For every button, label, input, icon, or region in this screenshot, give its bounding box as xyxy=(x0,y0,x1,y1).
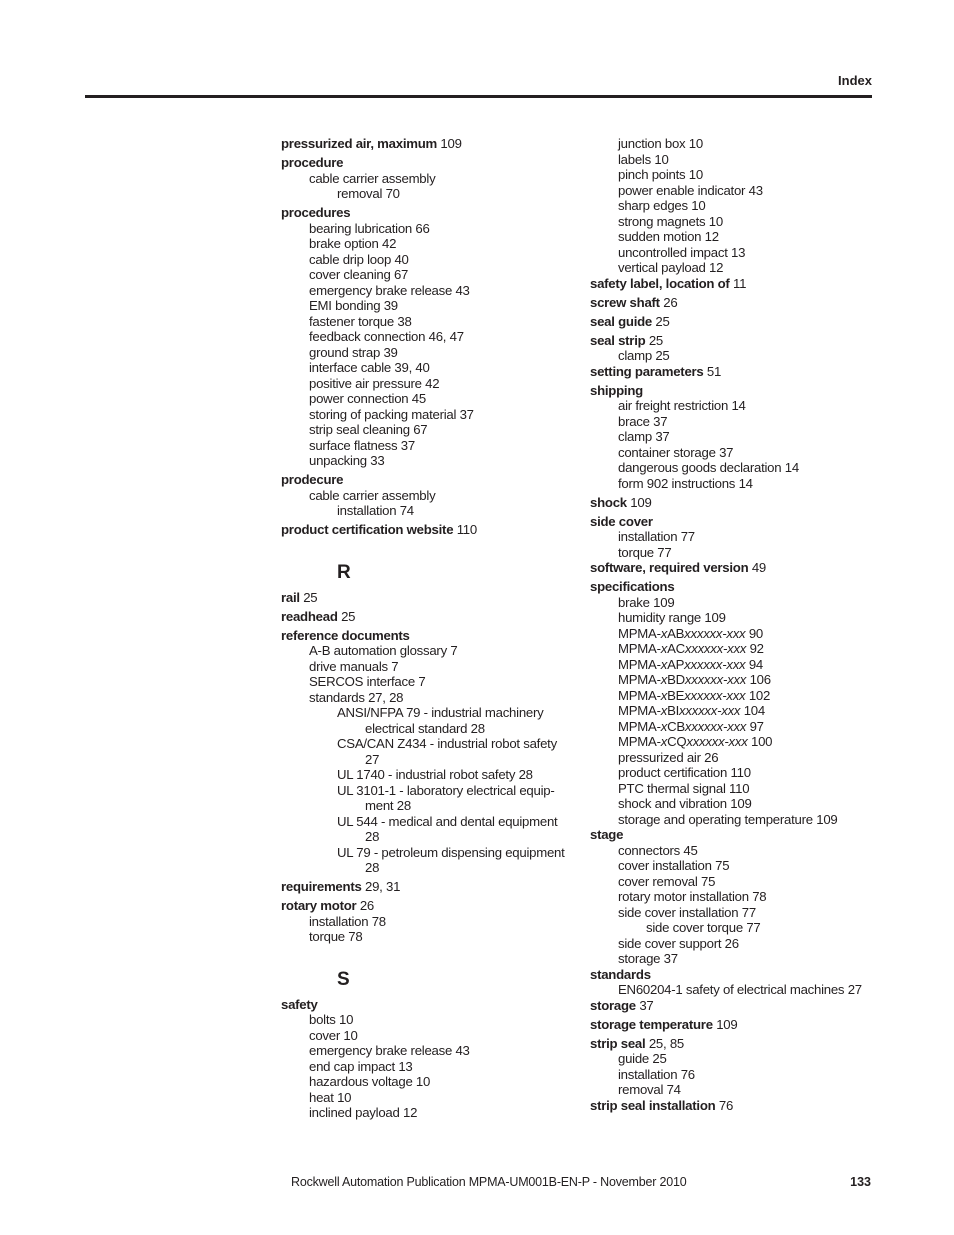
spec-prefix: MPMA- xyxy=(618,641,661,656)
spec-placeholder-tail: xxxxxx-xxx xyxy=(684,625,746,641)
index-term: prodecure xyxy=(281,472,344,487)
index-entry xyxy=(281,522,571,538)
index-term: standards xyxy=(590,966,651,982)
index-entry xyxy=(281,609,571,625)
index-term: screw shaft xyxy=(590,294,660,310)
spec-code: AC xyxy=(667,641,685,656)
index-entry xyxy=(281,136,571,152)
index-entry xyxy=(281,590,571,606)
index-entry xyxy=(590,495,880,511)
index-entry xyxy=(281,628,571,644)
index-term: stage xyxy=(590,827,624,842)
index-pages: 76 xyxy=(718,1097,734,1113)
index-subentry: pinch points 10 xyxy=(618,167,703,182)
index-subentry-continued: removal 70 xyxy=(337,186,400,201)
index-subentry: PTC thermal signal 110 xyxy=(618,780,750,796)
index-pages: 97 xyxy=(749,718,764,734)
index-subentry: form 902 instructions 14 xyxy=(618,475,753,491)
index-term: storage xyxy=(590,997,636,1013)
index-subentry: uncontrolled impact 13 xyxy=(618,244,746,260)
spec-prefix: MPMA- xyxy=(618,734,661,749)
index-subentry: unpacking 33 xyxy=(309,453,385,468)
index-subentry: pressurized air 26 xyxy=(618,749,719,765)
index-subentry: clamp 25 xyxy=(618,348,670,363)
index-subentry: brake 109 xyxy=(618,594,675,610)
index-subentry: fastener torque 38 xyxy=(309,313,412,329)
spec-placeholder: x xyxy=(660,672,668,687)
page-number: 133 xyxy=(850,1175,871,1189)
index-subentry: shock and vibration 109 xyxy=(618,796,752,811)
index-subentry: strip seal cleaning 67 xyxy=(309,422,428,437)
index-pages: 25 xyxy=(655,313,670,329)
index-subentry: clamp 37 xyxy=(618,429,670,444)
index-pages: 100 xyxy=(751,734,773,749)
index-pages: 90 xyxy=(748,625,763,641)
index-entry xyxy=(281,997,571,1013)
spec-placeholder-tail: xxxxxx-xxx xyxy=(686,734,748,749)
index-subentry: cable drip loop 40 xyxy=(309,251,409,267)
index-subentry xyxy=(590,657,880,673)
index-subentry-continued: 28 xyxy=(365,860,380,875)
spec-placeholder-tail: xxxxxx-xxx xyxy=(684,718,747,734)
index-subentry: inclined payload 12 xyxy=(309,1105,418,1120)
index-entry xyxy=(281,879,571,895)
index-entry xyxy=(590,383,880,399)
index-column-left xyxy=(281,136,571,1121)
index-pages: 94 xyxy=(748,656,763,672)
index-subentry: drive manuals 7 xyxy=(309,658,399,674)
index-entry xyxy=(590,314,880,330)
index-pages: 25 xyxy=(648,332,664,348)
index-subentry xyxy=(590,703,880,719)
spec-code: BE xyxy=(667,687,685,703)
index-subentry: power connection 45 xyxy=(309,391,426,406)
index-subentry: vertical payload 12 xyxy=(618,260,724,275)
index-subentry: torque 77 xyxy=(618,544,672,560)
spec-placeholder: x xyxy=(660,687,668,703)
index-entry xyxy=(590,967,880,983)
index-term: safety xyxy=(281,996,318,1012)
index-pages: 25 xyxy=(341,608,356,624)
spec-code: AB xyxy=(667,625,685,641)
index-term: strip seal xyxy=(590,1035,646,1051)
index-term: strip seal installation xyxy=(590,1097,716,1113)
spec-code: CQ xyxy=(667,734,687,749)
index-term: requirements xyxy=(281,879,362,894)
index-entry xyxy=(590,333,880,349)
spec-placeholder: x xyxy=(660,734,668,749)
index-subentry: cover removal 75 xyxy=(618,873,716,889)
index-subentry: side cover installation 77 xyxy=(618,904,756,920)
index-subentry-continued: installation 74 xyxy=(337,503,414,518)
index-term: procedures xyxy=(281,205,351,220)
index-entry xyxy=(590,1098,880,1114)
index-term: product certification website xyxy=(281,522,454,537)
index-subentry: power enable indicator 43 xyxy=(618,182,763,198)
spec-prefix: MPMA- xyxy=(618,687,661,703)
index-pages: 51 xyxy=(706,363,722,379)
index-pages: 104 xyxy=(743,703,765,718)
index-entry xyxy=(590,364,880,380)
spec-placeholder-tail: xxxxxx-xxx xyxy=(684,687,746,703)
index-subentry xyxy=(590,688,880,704)
index-pages: 109 xyxy=(716,1016,738,1032)
spec-placeholder: x xyxy=(660,718,668,734)
index-entry xyxy=(590,276,880,292)
index-subentry: SERCOS interface 7 xyxy=(309,674,426,689)
index-entry xyxy=(590,579,880,595)
index-subentry: UL 1740 - industrial robot safety 28 xyxy=(337,767,533,782)
index-subentry: hazardous voltage 10 xyxy=(309,1074,431,1089)
index-term: pressurized air, maximum xyxy=(281,136,437,151)
index-subentry: sharp edges 10 xyxy=(618,198,706,213)
index-term: shipping xyxy=(590,382,643,398)
index-subentry: junction box 10 xyxy=(618,136,703,151)
spec-placeholder: x xyxy=(660,641,668,656)
index-subentry: connectors 45 xyxy=(618,842,698,858)
spec-placeholder-tail: xxxxxx-xxx xyxy=(684,672,747,687)
index-entry xyxy=(281,472,571,488)
index-subentry: installation 77 xyxy=(618,529,695,544)
footer-publication: Rockwell Automation Publication MPMA-UM001B-EN-P - November 2010 xyxy=(291,1175,687,1189)
index-pages: 25, 85 xyxy=(648,1035,685,1051)
index-entry xyxy=(590,998,880,1014)
index-term: side cover xyxy=(590,513,653,529)
index-subentry: brace 37 xyxy=(618,413,668,429)
index-pages: 11 xyxy=(733,275,747,291)
index-entry xyxy=(590,827,880,843)
spec-code: BI xyxy=(667,703,680,718)
index-subentry: brake option 42 xyxy=(309,236,397,251)
index-subentry: heat 10 xyxy=(309,1089,352,1105)
spec-prefix: MPMA- xyxy=(618,718,661,734)
index-subentry xyxy=(590,672,880,688)
index-pages: 109 xyxy=(630,494,652,510)
spec-prefix: MPMA- xyxy=(618,672,661,687)
index-subentry: emergency brake release 43 xyxy=(309,1043,470,1058)
index-entry xyxy=(590,295,880,311)
index-subentry: UL 79 - petroleum dispensing equipment xyxy=(337,844,565,860)
index-term: rotary motor xyxy=(281,898,357,913)
index-subentry: bolts 10 xyxy=(309,1012,354,1027)
index-subentry: labels 10 xyxy=(618,151,669,167)
index-pages: 102 xyxy=(748,687,771,703)
index-subentry: EMI bonding 39 xyxy=(309,298,398,313)
spec-code: AP xyxy=(667,656,685,672)
header-rule xyxy=(85,95,872,98)
spec-prefix: MPMA- xyxy=(618,703,661,718)
index-letter-heading: S xyxy=(337,968,350,990)
spec-prefix: MPMA- xyxy=(618,625,661,641)
index-term: seal strip xyxy=(590,332,646,348)
index-term: storage temperature xyxy=(590,1016,713,1032)
index-entry xyxy=(590,1017,880,1033)
index-subentry-continued: 28 xyxy=(365,829,380,844)
spec-code: CB xyxy=(667,718,685,734)
index-subentry: ANSI/NFPA 79 - industrial machinery xyxy=(337,705,544,720)
spec-placeholder: x xyxy=(660,703,668,718)
index-subentry: UL 544 - medical and dental equipment xyxy=(337,813,558,829)
index-subentry: product certification 110 xyxy=(618,765,751,780)
index-term: safety label, location of xyxy=(590,275,730,291)
index-subentry: A-B automation glossary 7 xyxy=(309,643,458,658)
index-subentry: standards 27, 28 xyxy=(309,689,404,705)
index-pages: 109 xyxy=(440,136,462,151)
index-term: setting parameters xyxy=(590,363,704,379)
index-term: readhead xyxy=(281,608,338,624)
spec-placeholder-tail: xxxxxx-xxx xyxy=(679,703,741,718)
index-subentry: bearing lubrication 66 xyxy=(309,220,430,236)
index-pages: 26 xyxy=(663,294,678,310)
index-entry xyxy=(281,205,571,221)
index-term: specifications xyxy=(590,579,675,594)
index-subentry: cover cleaning 67 xyxy=(309,267,409,282)
index-subentry xyxy=(590,734,880,750)
index-subentry: installation 78 xyxy=(309,913,386,929)
spec-code: BD xyxy=(667,672,685,687)
index-entry xyxy=(281,155,571,171)
index-subentry: CSA/CAN Z434 - industrial robot safety xyxy=(337,736,557,751)
index-subentry: storage and operating temperature 109 xyxy=(618,811,838,827)
index-column-right xyxy=(590,136,880,1113)
spec-placeholder-tail: xxxxxx-xxx xyxy=(684,656,746,672)
index-subentry: dangerous goods declaration 14 xyxy=(618,460,799,475)
index-subentry: side cover support 26 xyxy=(618,935,739,951)
index-term: rail xyxy=(281,589,300,605)
index-subentry: side cover torque 77 xyxy=(646,920,761,935)
spec-placeholder-tail: xxxxxx-xxx xyxy=(684,641,747,656)
index-pages: 29, 31 xyxy=(364,879,401,894)
index-subentry: humidity range 109 xyxy=(618,610,726,625)
spec-prefix: MPMA- xyxy=(618,656,661,672)
index-subentry: feedback connection 46, 47 xyxy=(309,329,464,344)
index-subentry: air freight restriction 14 xyxy=(618,398,746,413)
index-subentry: cable carrier assembly xyxy=(309,170,436,186)
index-subentry: sudden motion 12 xyxy=(618,229,719,244)
index-subentry: interface cable 39, 40 xyxy=(309,360,430,375)
index-pages: 26 xyxy=(359,898,374,913)
index-pages: 37 xyxy=(639,997,654,1013)
index-entry xyxy=(590,514,880,530)
index-subentry: removal 74 xyxy=(618,1082,681,1097)
index-subentry: guide 25 xyxy=(618,1051,667,1066)
index-pages: 25 xyxy=(303,589,318,605)
index-term: reference documents xyxy=(281,627,410,643)
index-subentry: emergency brake release 43 xyxy=(309,282,470,298)
index-subentry: EN60204-1 safety of electrical machines 27 xyxy=(618,982,862,997)
index-letter-heading: R xyxy=(337,561,351,583)
index-subentry: storage 37 xyxy=(618,951,678,966)
index-subentry: container storage 37 xyxy=(618,444,734,460)
index-subentry xyxy=(590,626,880,642)
index-term: procedure xyxy=(281,155,344,170)
index-entry xyxy=(590,1036,880,1052)
index-subentry: ground strap 39 xyxy=(309,344,398,360)
index-pages: 110 xyxy=(456,522,477,537)
index-subentry: strong magnets 10 xyxy=(618,213,723,229)
index-subentry xyxy=(590,719,880,735)
spec-placeholder: x xyxy=(660,625,668,641)
index-subentry xyxy=(590,641,880,657)
index-subentry: cable carrier assembly xyxy=(309,487,436,503)
index-term: seal guide xyxy=(590,313,652,329)
index-subentry-continued: electrical standard 28 xyxy=(365,720,485,736)
index-subentry: rotary motor installation 78 xyxy=(618,889,767,904)
index-entry xyxy=(281,898,571,914)
index-subentry: cover 10 xyxy=(309,1027,358,1043)
index-subentry: installation 76 xyxy=(618,1066,695,1082)
index-subentry-continued: ment 28 xyxy=(365,798,411,813)
section-header: Index xyxy=(838,73,872,88)
index-pages: 106 xyxy=(749,672,771,687)
index-term: software, required version xyxy=(590,560,749,575)
index-subentry: positive air pressure 42 xyxy=(309,375,440,391)
index-subentry: storing of packing material 37 xyxy=(309,406,474,422)
index-term: shock xyxy=(590,494,627,510)
index-pages: 49 xyxy=(751,560,766,575)
index-entry xyxy=(590,560,880,576)
index-subentry-continued: 27 xyxy=(365,751,380,767)
index-subentry: cover installation 75 xyxy=(618,858,730,873)
spec-placeholder: x xyxy=(660,656,668,672)
index-subentry: torque 78 xyxy=(309,929,363,944)
index-pages: 92 xyxy=(749,641,764,656)
index-subentry: end cap impact 13 xyxy=(309,1058,413,1074)
index-subentry: UL 3101-1 - laboratory electrical equip- xyxy=(337,782,555,798)
index-subentry: surface flatness 37 xyxy=(309,437,415,453)
